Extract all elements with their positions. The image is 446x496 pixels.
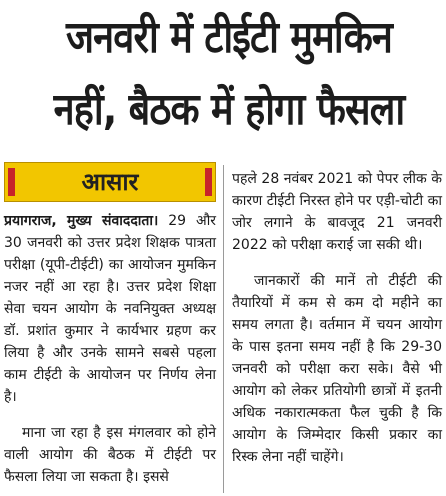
section-banner: [4, 162, 216, 202]
article-column-right: [232, 168, 442, 468]
article-paragraph-3: पहले 28 नवंबर 2021 को पेपर लीक के कारण टीईटी निरस्त होने पर एड़ी-चोटी का जोर लगाने के बावजूद 21 जनवरी 2022 को परीक्षा कराई जा सकी थी।: [232, 171, 442, 253]
headline-line-2: नहीं, बैठक में होगा फैसला: [53, 84, 405, 135]
banner-label: आसार: [81, 168, 139, 196]
article-dateline: प्रयागराज, मुख्य संवाददाता।: [4, 213, 159, 229]
column-divider: [223, 165, 224, 493]
headline-line-1: जनवरी में टीईटी मुमकिन: [65, 12, 393, 63]
article-paragraph-2: माना जा रहा है इस मंगलवार को होने वाली आयोग की बैठक में टीईटी पर फैसला लिया जा सकता है। इससे: [4, 425, 216, 485]
banner-accent-right: [205, 168, 212, 196]
article-paragraph-4: जानकारों की मानें तो टीईटी की तैयारियों में कम से कम दो महीने का समय लगता है। वर्तमान में चयन आयोग के पास इतना समय नहीं है कि 29-30 जनवरी को परीक्षा करा सके। वैसे भी आयोग को लेकर प्रतियोगी छात्रों में इतनी अधिक नकारात्मकता फैल चुकी है कि आयोग के जिम्मेदार किसी प्रकार का रिस्क लेना नहीं चाहेंगे।: [232, 273, 442, 465]
article-paragraph-1: [4, 210, 216, 408]
article-column-left: [4, 162, 216, 488]
article-paragraph-1-text: 29 और 30 जनवरी को उत्तर प्रदेश शिक्षक पात्रता परीक्षा (यूपी-टीईटी) का आयोजन मुमकिन नजर नहीं आ रहा है। उत्तर प्रदेश शिक्षा सेवा चयन आयोग के नवनियुक्त अध्यक्ष डॉ. प्रशांत कुमार ने कार्यभार ग्रहण कर लिया है और उनके सामने सबसे पहला काम टीईटी के आयोजन पर निर्णय लेना है।: [4, 213, 216, 405]
